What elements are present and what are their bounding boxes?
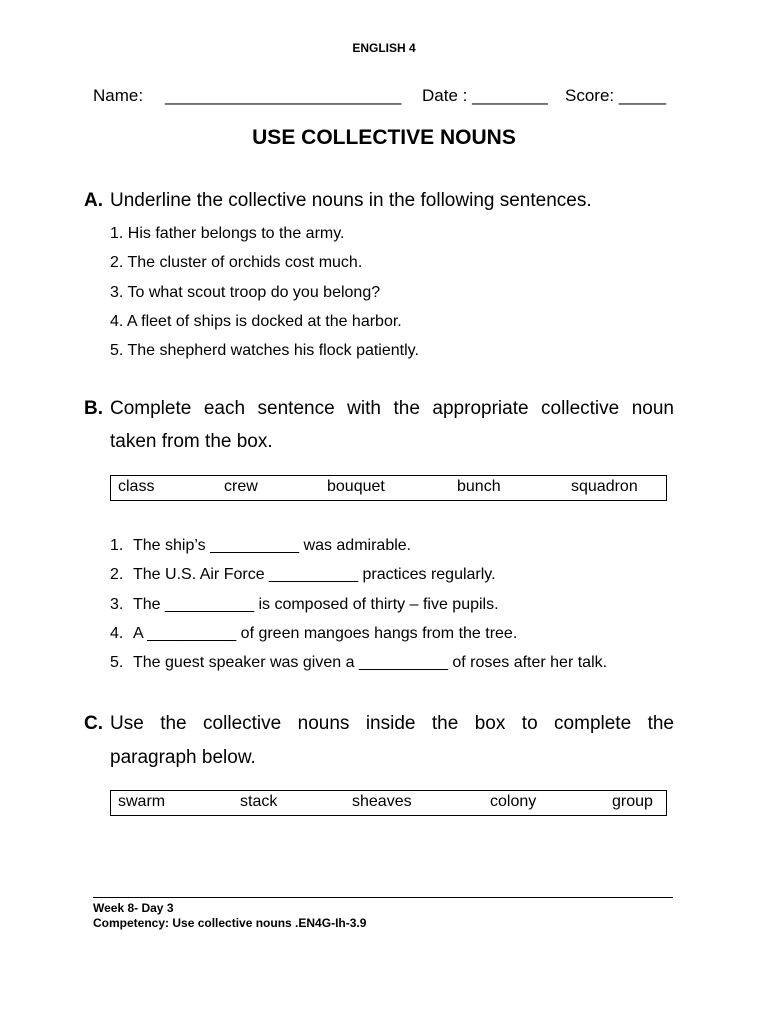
- footer-divider: [93, 897, 673, 898]
- section-c-instruction-line2: paragraph below.: [110, 747, 256, 768]
- section-c-word-box: [110, 790, 667, 816]
- word-box-item: stack: [240, 793, 278, 810]
- footer-competency: Competency: Use collective nouns .EN4G-Ih-3.9: [93, 916, 367, 930]
- item-number: 5.: [110, 654, 124, 671]
- word-box-item: bouquet: [327, 478, 385, 495]
- name-label: Name:: [93, 86, 144, 105]
- section-a-instruction: Underline the collective nouns in the following sentences.: [110, 190, 592, 211]
- date-label: Date : ________: [422, 86, 548, 105]
- item-text: The U.S. Air Force __________ practices regularly.: [133, 566, 496, 583]
- item-number: 4.: [110, 625, 124, 642]
- section-a-item: 1. His father belongs to the army.: [110, 225, 345, 242]
- item-text: The guest speaker was given a __________ of roses after her talk.: [133, 654, 608, 671]
- section-b-item: [110, 625, 517, 643]
- section-b-instruction-line2: taken from the box.: [110, 431, 273, 452]
- subject-heading: ENGLISH 4: [352, 41, 416, 55]
- name-blank: _________________________: [165, 86, 402, 105]
- item-number: 1.: [110, 537, 124, 554]
- section-a-item: 3. To what scout troop do you belong?: [110, 284, 381, 301]
- section-b-item: [110, 596, 499, 614]
- section-b-word-box: [110, 475, 667, 501]
- word-box-item: bunch: [457, 478, 501, 495]
- word-box-item: colony: [490, 793, 537, 810]
- section-c-instruction-line1: Use the collective nouns inside the box to complete the: [110, 713, 674, 734]
- item-text: A __________ of green mangoes hangs from the tree.: [133, 625, 518, 642]
- word-box-item: class: [118, 478, 155, 495]
- item-text: The ship’s __________ was admirable.: [133, 537, 412, 554]
- section-c-letter: C.: [84, 713, 103, 734]
- section-b-item: [110, 566, 496, 584]
- item-number: 2.: [110, 566, 124, 583]
- section-a-item: 2. The cluster of orchids cost much.: [110, 254, 363, 271]
- word-box-item: sheaves: [352, 793, 412, 810]
- item-number: 3.: [110, 596, 124, 613]
- section-a-item: 4. A fleet of ships is docked at the harbor.: [110, 313, 402, 330]
- section-b-item: [110, 654, 607, 672]
- section-b-letter: B.: [84, 398, 103, 419]
- item-text: The __________ is composed of thirty – five pupils.: [133, 596, 499, 613]
- score-label: Score: _____: [565, 86, 667, 105]
- word-box-item: crew: [224, 478, 258, 495]
- section-b-item: [110, 537, 411, 555]
- footer-week: Week 8- Day 3: [93, 901, 174, 915]
- word-box-item: squadron: [571, 478, 638, 495]
- section-a-item: 5. The shepherd watches his flock patiently.: [110, 342, 419, 359]
- section-b-instruction-line1: Complete each sentence with the appropriate collective noun: [110, 398, 674, 419]
- word-box-item: group: [612, 793, 653, 810]
- page-title: USE COLLECTIVE NOUNS: [252, 126, 516, 149]
- section-a-letter: A.: [84, 190, 103, 211]
- word-box-item: swarm: [118, 793, 166, 810]
